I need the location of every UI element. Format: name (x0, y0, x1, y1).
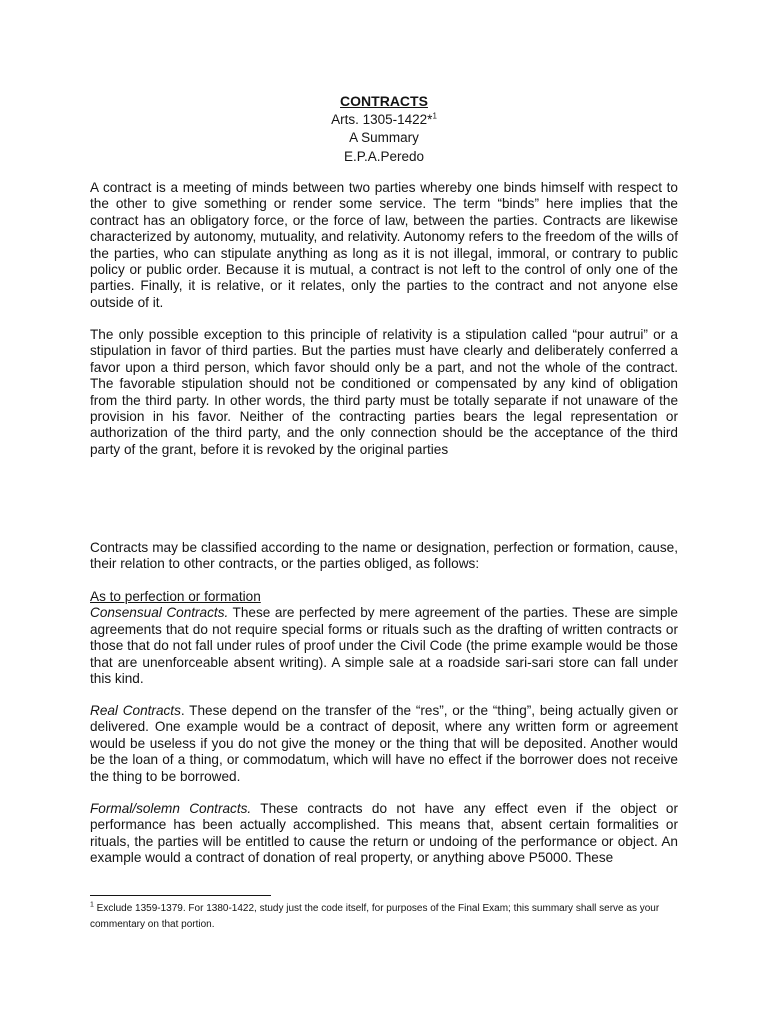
classification-paragraph: Contracts may be classified according to the name or designation, perfection or formation, cause, their relation to other contracts, or the parties obliged, as follows: (90, 540, 678, 572)
formal-contracts-paragraph (90, 801, 678, 867)
formal-contracts-text: These contracts do not have any effect even if the object or performance has been actually accomplished. This means that, absent certain formalities or rituals, the parties will be entitled to cause the return or undoing of the performance or object. An example would a contract of donation of real property, or anything above P5000. These (90, 801, 678, 866)
real-contracts-block (90, 703, 678, 785)
footnote (90, 901, 678, 933)
document-title: CONTRACTS (340, 93, 428, 109)
perfection-section (90, 589, 678, 687)
footnote-reference[interactable]: 1 (432, 111, 437, 120)
footnote-separator (90, 895, 271, 896)
consensual-contracts-text: These are perfected by mere agreement of the parties. These are simple agreements that do not require special forms or rituals such as the drafting of written contracts or those that do not fall under rules of proof under the Civil Code (the prime example would be those that are unenforceable absent writing). A simple sale at a roadside sari-sari store can fall under this kind. (90, 605, 678, 687)
footnote-text: Exclude 1359-1379. For 1380-1422, study just the code itself, for purposes of the Final Exam; this summary shall serve as your commentary on that portion. (90, 903, 660, 930)
footnote-marker: 1 (90, 901, 94, 909)
document-subtitle: A Summary (349, 130, 419, 145)
section-heading: As to perfection or formation (90, 589, 261, 604)
exception-block (90, 327, 678, 458)
consensual-contracts-term: Consensual Contracts. (90, 605, 229, 621)
real-contracts-paragraph (90, 703, 678, 785)
articles-line (90, 111, 678, 130)
real-contracts-term: Real Contracts (90, 703, 181, 718)
intro-block (90, 180, 678, 311)
formal-contracts-term: Formal/solemn Contracts. (90, 801, 252, 816)
consensual-contracts-paragraph (90, 605, 678, 687)
articles-range: Arts. 1305-1422* (331, 111, 433, 127)
real-contracts-text: . These depend on the transfer of the “res”, or the “thing”, being actually given or delivered. One example would be a contract of deposit, where any written form or agreement would be useless if you do not give the money or the thing that will be deposited. Another would be the loan of a thing, or commodatum, which will have no effect if the borrower does not receive the thing to be borrowed. (90, 703, 678, 784)
formal-contracts-block (90, 801, 678, 867)
document-author: E.P.A.Peredo (343, 148, 425, 164)
document-header (90, 92, 678, 166)
intro-paragraph: A contract is a meeting of minds between two parties whereby one binds himself with respect to the other to give something or render some service. The term “binds” here implies that the contract has an obligatory force, or the force of law, between the parties. Contracts are likewise characterized by autonomy, mutuality, and relativity. Autonomy refers to the freedom of the wills of the parties, who can stipulate anything as long as it is not illegal, immoral, or contrary to public policy or public order. Because it is mutual, a contract is not left to the control of only one of the parties. Finally, it is relative, or it relates, only the parties to the contract and not anyone else outside of it. (90, 180, 678, 310)
classification-block (90, 540, 678, 573)
exception-paragraph: The only possible exception to this principle of relativity is a stipulation called “pour autrui” or a stipulation in favor of third parties. But the parties must have clearly and deliberately conferred a favor upon a third person, which favor should only be a part, and not the whole of the contract. The favorable stipulation should not be conditioned or compensated by any kind of obligation from the third party. In other words, the third party must be totally separate if not unaware of the provision in his favor. Neither of the contracting parties bears the legal representation or authorization of the third party, and the only connection should be the acceptance of the third party of the grant, before it is revoked by the original parties (90, 327, 678, 457)
